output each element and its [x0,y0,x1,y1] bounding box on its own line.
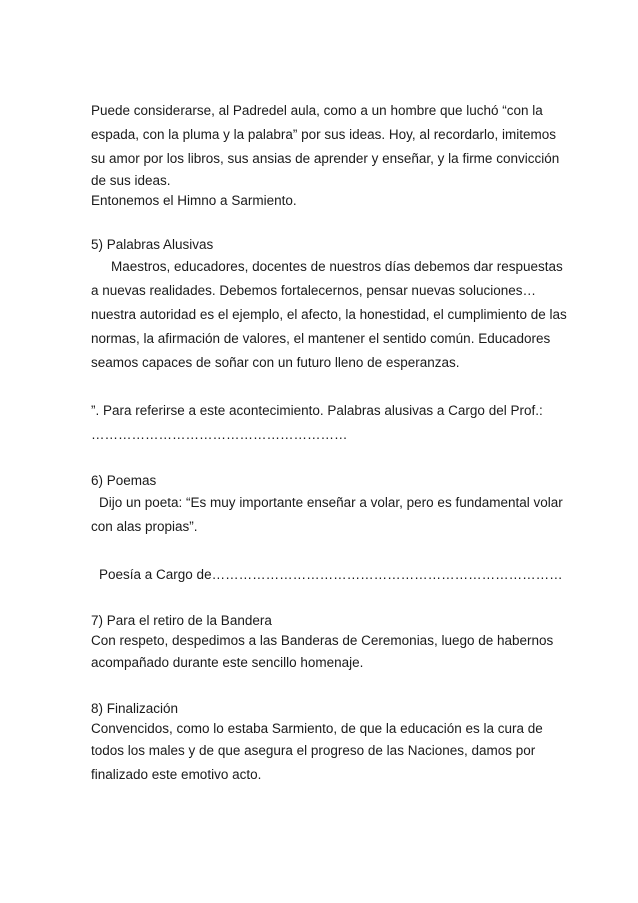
paragraph-sarmiento [91,99,561,211]
text-line: espada, con la pluma y la palabra” por sus ideas. Hoy, al recordarlo, imitemos [91,127,556,142]
text-line: Poesía a Cargo de…………………………………………………………………… [99,567,563,582]
section-heading: 5) Palabras Alusivas [91,237,214,252]
section-heading: 8) Finalización [91,701,179,716]
text-line: su amor por los libros, sus ansias de aprender y enseñar, y la firme convicción [91,151,560,166]
spacer [91,587,561,611]
text-line: acompañado durante este sencillo homenaje. [91,655,364,670]
text-line: todos los males y de que asegura el progreso de las Naciones, damos por [91,743,536,758]
section-poemas [91,471,561,587]
text-line: con alas propias”. [91,519,198,534]
text-line: Con respeto, despedimos a las Banderas de Ceremonias, luego de habernos [91,633,554,648]
spacer [91,447,561,471]
text-line: finalizado este emotivo acto. [91,767,262,782]
spacer [91,211,561,235]
section-heading: 7) Para el retiro de la Bandera [91,613,272,628]
text-line: ”. Para referirse a este acontecimiento. Palabras alusivas a Cargo del Prof.: [91,403,543,418]
text-line: Entonemos el Himno a Sarmiento. [91,193,297,208]
text-line: Puede considerarse, al Padredel aula, como a un hombre que luchó “con la [91,103,543,118]
spacer [91,675,561,699]
text-line: nuestra autoridad es el ejemplo, el afecto, la honestidad, el cumplimiento de las [91,307,567,322]
text-line: seamos capaces de soñar con un futuro lleno de esperanzas. [91,355,460,370]
text-line: de sus ideas. [91,173,171,188]
section-heading: 6) Poemas [91,473,157,488]
section-finalizacion [91,699,561,787]
text-line: Dijo un poeta: “Es muy importante enseñar a volar, pero es fundamental volar [99,495,563,510]
section-retiro-bandera [91,611,561,675]
spacer [91,375,561,399]
text-line: a nuevas realidades. Debemos fortalecernos, pensar nuevas soluciones… [91,283,537,298]
text-line: normas, la afirmación de valores, el mantener el sentido común. Educadores [91,331,551,346]
text-line: Maestros, educadores, docentes de nuestros días debemos dar respuestas [111,259,563,274]
document-page [91,99,567,787]
dotted-line: ………………………………………………… [91,427,348,442]
text-line: Convencidos, como lo estaba Sarmiento, de que la educación es la cura de [91,721,543,736]
section-palabras-alusivas [91,235,567,447]
spacer [91,539,561,563]
